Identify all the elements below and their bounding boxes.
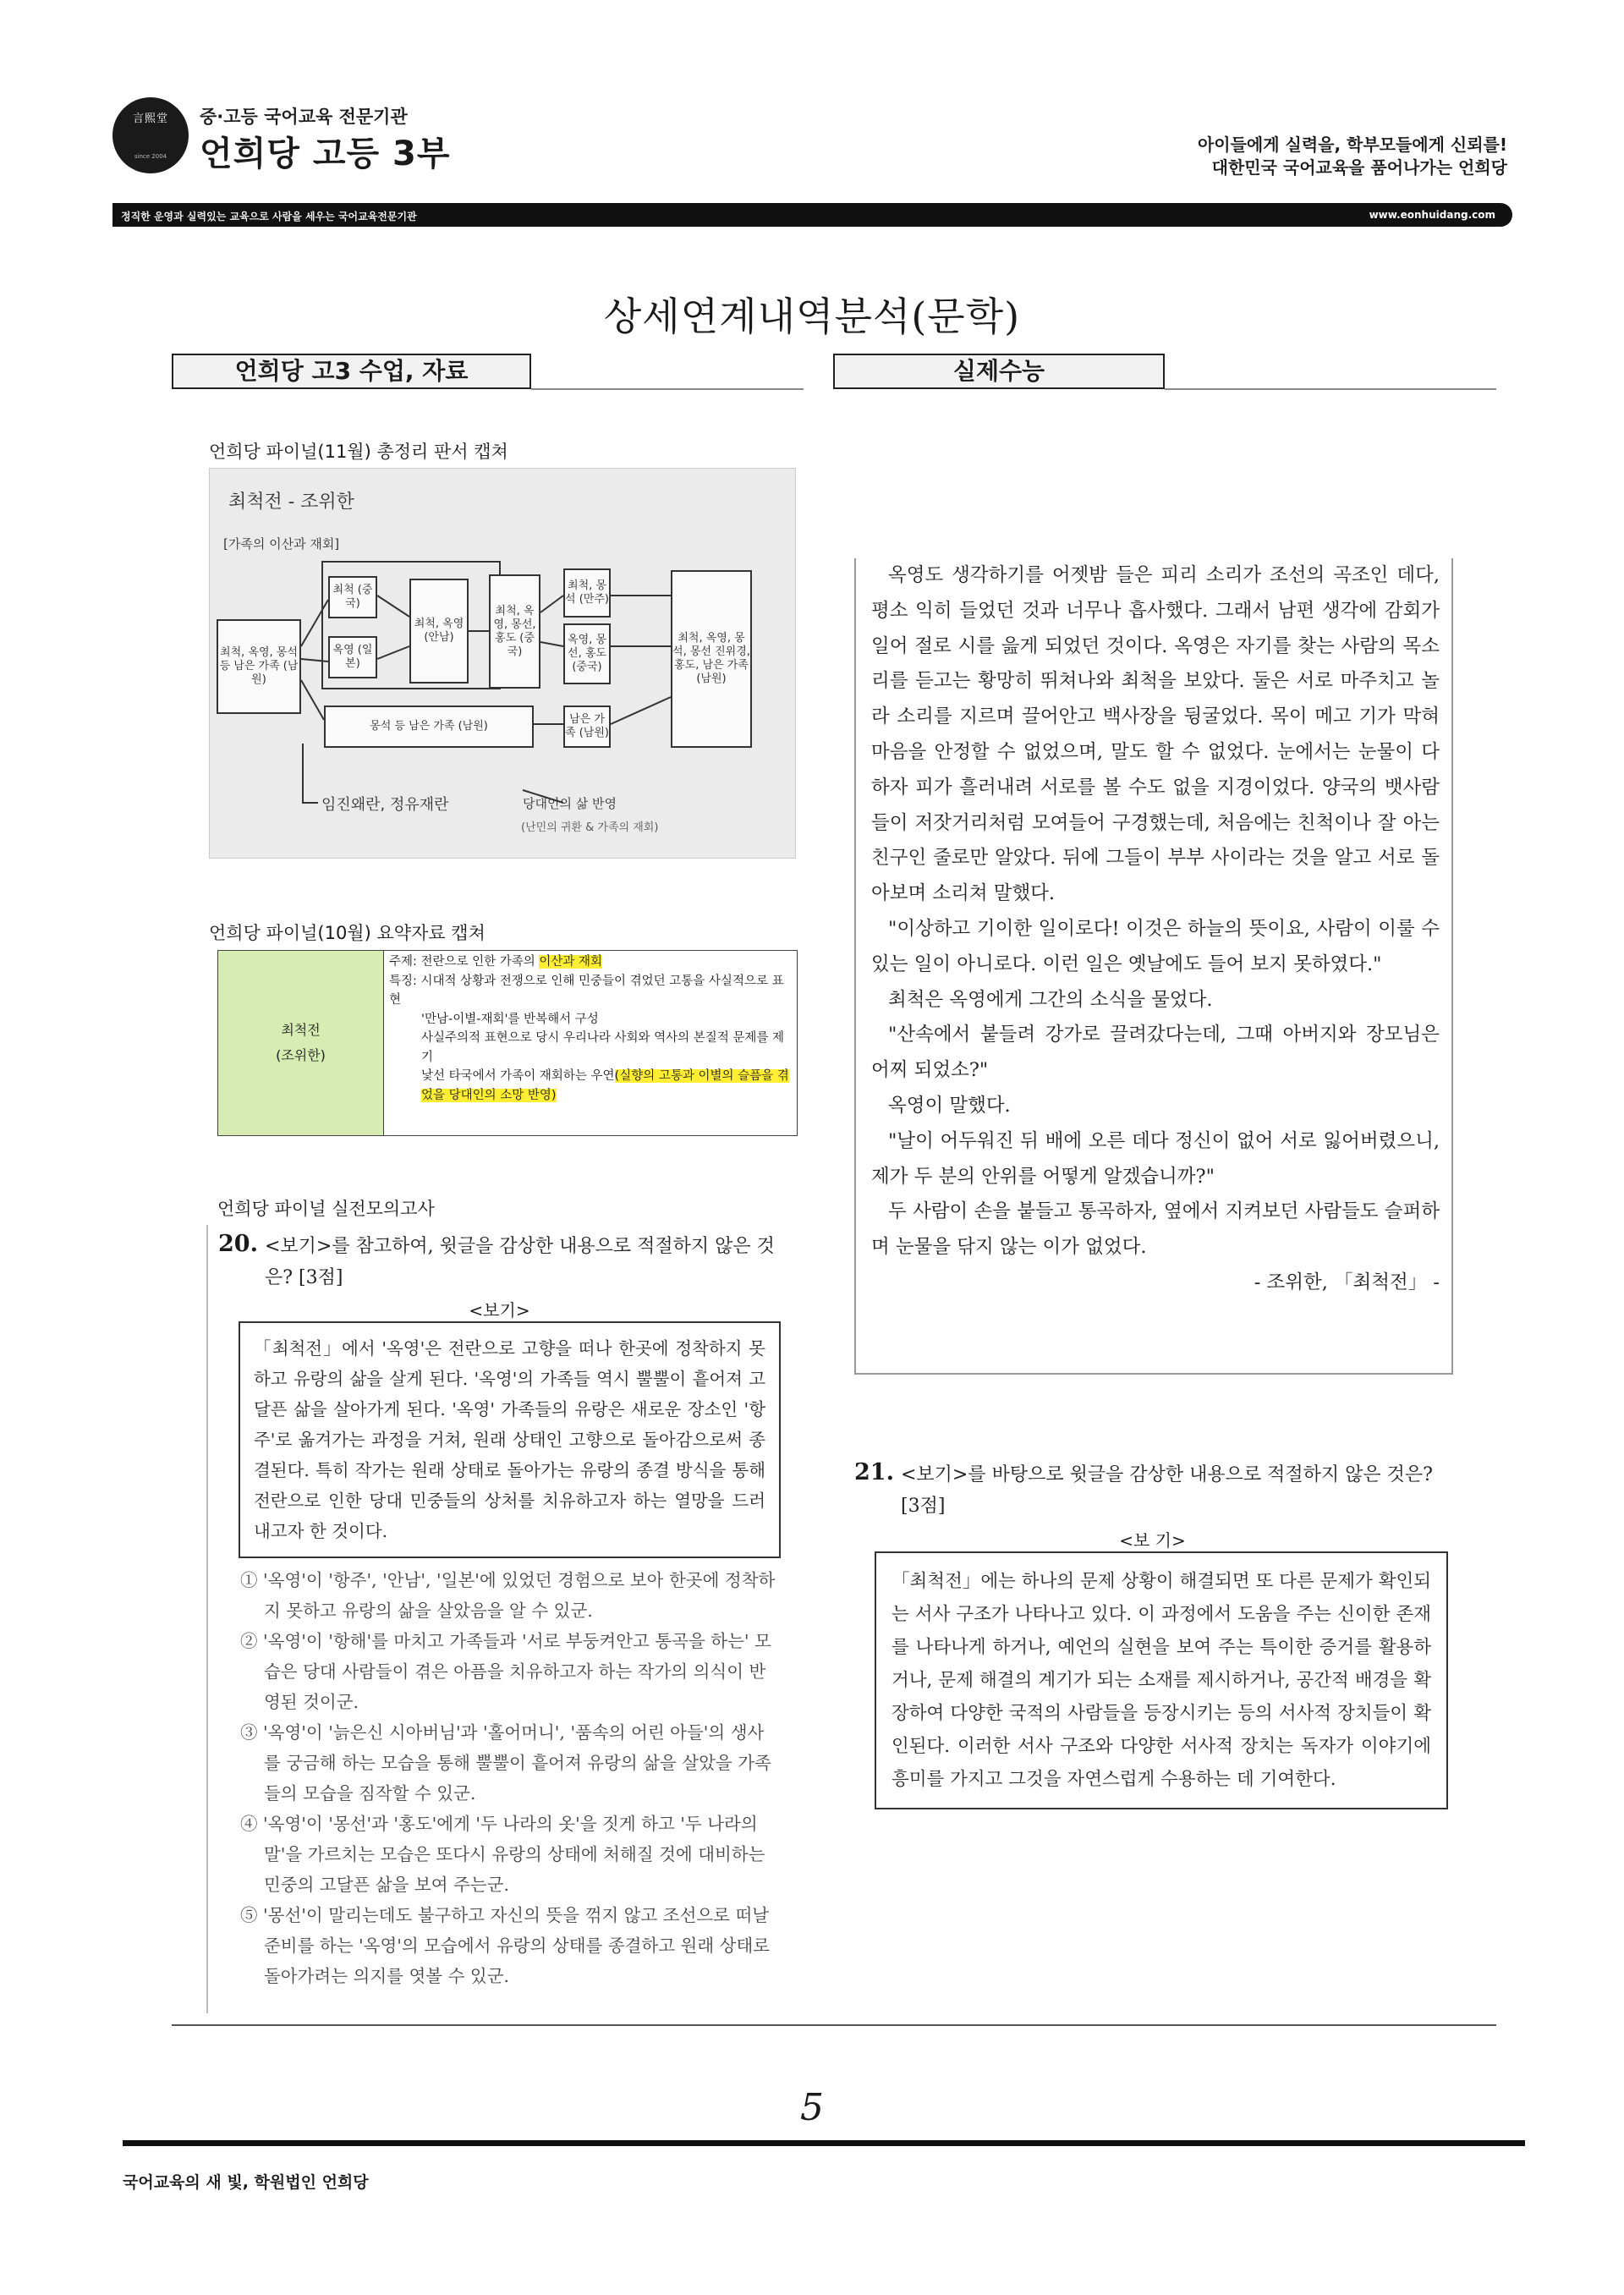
node-manchu: 최척, 몽석 (만주) [563,568,611,618]
q21-number: 21. [854,1459,894,1485]
passage-box [854,558,1453,1375]
q20-number: 20. [218,1231,258,1257]
node-china-reunion: 최척, 옥영, 몽선, 홍도 (중국) [489,574,540,689]
arrow-start-namwon [301,680,324,720]
summary-content-cell [384,951,798,1136]
passage-paragraph-2: "이상하고 기이한 일이로다! 이것은 하늘의 뜻이요, 사람이 이룰 수 있는 일이 아니로다. 이런 일은 옛날에도 들어 보지 못하였다." [871,917,1440,975]
footer-rule [123,2140,1525,2146]
summary-author: (조위한) [276,1047,326,1063]
node-annam: 최척, 옥영 (안남) [409,579,469,684]
summary-theme-highlight: 이산과 재회 [539,955,603,969]
left-heading-rule [531,388,804,390]
q20-choice-2[interactable]: ② '옥영'이 '항해'를 마치고 가족들과 '서로 부둥켜안고 통곡을 하는' 모습은 당대 사람들이 겪은 아픔을 치유하고자 하는 작가의 의식이 반영된 것이군. [240,1631,771,1712]
summary-work-name: 최척전 [281,1022,321,1038]
board-title: 최척전 - 조위한 [228,491,354,513]
arrow-china-annam [377,596,409,617]
capture1-label: 언희당 파이널(11월) 총정리 판서 캡쳐 [209,442,508,462]
q20-choices [218,1565,781,1991]
header-bar [112,203,1512,227]
q21-bogi-title: <보 기> [1119,1530,1186,1551]
q20-choice-4[interactable]: ④ '옥영'이 '몽선'과 '홍도'에게 '두 나라의 옷'을 짓게 하고 '두 나라의 말'을 가르치는 모습은 또다시 유랑의 상태에 처해질 것에 대비하는 민중의 고달픈 삶을 보여 주는군. [240,1814,765,1895]
board-reflect-sub: (난민의 귀환 & 가족의 재회) [521,821,659,834]
content-bottom-rule [172,2024,1496,2026]
arrow-start-china [301,600,328,646]
org-subtitle: 중·고등 국어교육 전문기관 [200,107,408,127]
question-21 [854,1459,1451,1809]
q20-header [218,1231,781,1293]
summary-feature-2: '만남-이별-재회'를 반복해서 구성 [421,1012,599,1026]
passage-paragraph-3: 최척은 옥영에게 그간의 소식을 물었다. [888,988,1213,1011]
capture2-label: 언희당 파이널(10월) 요약자료 캡쳐 [209,923,486,943]
arrow-japan-annam [377,646,409,659]
arrow-start-japan [301,659,328,662]
q20-bogi-box: 「최척전」에서 '옥영'은 전란으로 고향을 떠나 한곳에 정착하지 못하고 유랑의 삶을 살게 된다. '옥영'의 가족들 역시 뿔뿔이 흩어져 고달픈 삶을 살아가게 된다. '옥영' 가족들의 유랑은 새로운 장소인 '항주'로 옮겨가는 과정을 거쳐, 원래 상태인 고향으로 돌아감으로써 종결된다. 특히 작가는 원래 상태로 돌아가는 유랑의 종결 방식을 통해 전란으로 인한 당대 민중들의 상처를 치유하고자 하는 열망을 드러내고자 한 것이다. [239,1321,781,1558]
passage-paragraph-1: 옥영도 생각하기를 어젯밤 들은 피리 소리가 조선의 곡조인 데다, 평소 익히 들었던 것과 너무나 흡사했다. 그래서 남편 생각에 감회가 일어 절로 시를 읊게 되었던 것이다. 옥영은 자기를 찾는 사람의 목소리를 듣고는 황망히 뛰쳐나와 최척을 보았다. 둘은 서로 마주치고 놀라 소리를 지르며 끌어안고 백사장을 뒹굴었다. 목이 메고 기가 막혀 마음을 안정할 수 없었으며, 말도 할 수 없었다. 눈에서는 눈물이 다하자 피가 흘러내려 서로를 볼 수도 없을 지경이었다. 양국의 뱃사람들이 저잣거리처럼 모여들어 구경했는데, 처음에는 친척이나 잘 아는 친구인 줄로만 알았다. 뒤에 그들이 부부 사이라는 것을 알고 서로 돌아보며 소리쳐 말했다. [871,564,1440,905]
board-capture-image [209,468,796,859]
passage-paragraph-6: "날이 어두워진 뒤 배에 오른 데다 정신이 없어 서로 잃어버렸으니, 제가 두 분의 안위를 어떻게 알겠습니까?" [871,1129,1440,1188]
node-start: 최척, 옥영, 몽석 등 남은 가족 (남원) [217,619,301,714]
header-bar-motto: 정직한 운영과 실력있는 교육으로 사람을 세우는 국어교육전문기관 [121,211,417,222]
board-war-note: 임진왜란, 정유재란 [321,796,449,814]
board-subtitle: [가족의 이산과 재회] [223,536,340,552]
summary-work-cell [218,951,384,1136]
passage-paragraph-4: "산속에서 붙들려 강가로 끌려갔다는데, 그때 아버지와 장모님은 어찌 되었소?" [871,1024,1440,1082]
org-title: 언희당 고등 3부 [200,135,451,173]
slogan-line-1: 아이들에게 실력을, 학부모들에게 신뢰를! [1197,135,1507,155]
page-number: 5 [800,2086,824,2129]
passage-paragraph-5: 옥영이 말했다. [888,1094,1011,1117]
node-china2: 옥영, 몽선, 홍도 (중국) [563,623,611,684]
academy-logo [112,97,189,173]
summary-theme [389,953,792,972]
node-final: 최척, 옥영, 몽석, 몽선 진위경, 홍도, 남은 가족 (남원) [671,570,752,748]
slogan-line-2: 대한민국 국어교육을 품어나가는 언희당 [1211,157,1507,178]
q21-header [854,1459,1451,1522]
node-choi-china: 최척 (중국) [328,576,377,618]
summary-feature-4 [389,1067,792,1105]
right-heading-rule [1165,388,1496,390]
left-margin-rule [206,1225,208,2013]
slogan [1198,134,1507,179]
summary-feature-4-highlight: (실향의 고통과 이별의 슬픔을 겪었을 당대인의 소망 반영) [421,1069,789,1102]
node-namwon-family: 몽석 등 남은 가족 (남원) [324,706,534,748]
question-20 [218,1231,781,1991]
q21-bogi-box: 「최척전」에는 하나의 문제 상황이 해결되면 또 다른 문제가 확인되는 서사 구조가 나타나고 있다. 이 과정에서 도움을 주는 신이한 존재를 나타나게 하거나, 예언의 실현을 보여 주는 특이한 증거를 활용하거나, 문제 해결의 계기가 되는 소재를 제시하거나, 공간적 배경을 확장하여 다양한 국적의 사람들을 등장시키는 등의 서사적 장치들이 확인된다. 이러한 서사 구조와 다양한 서사적 장치는 독자가 이야기에 흥미를 가지고 그것을 자연스럽게 수용하는 데 기여한다. [875,1551,1448,1809]
q20-prompt: <보기>를 참고하여, 윗글을 감상한 내용으로 적절하지 않은 것은? [3점] [264,1236,775,1288]
page-title: 상세연계내역분석(문학) [603,294,1021,339]
summary-theme-text: 주제: 전란으로 인한 가족의 [389,955,540,969]
summary-table [217,950,798,1136]
q21-prompt: <보기>를 바탕으로 윗글을 감상한 내용으로 적절하지 않은 것은? [3점] [900,1464,1433,1517]
passage-source: - 조위한, 「최척전」 - [1254,1271,1440,1293]
right-section-heading: 실제수능 [833,354,1165,389]
node-okyoung-japan: 옥영 (일본) [328,636,377,678]
logo-since: since 2004 [134,153,167,160]
passage-paragraph-7: 두 사람이 손을 붙들고 통곡하자, 옆에서 지켜보던 사람들도 슬퍼하며 눈물을 닦지 않는 이가 없었다. [871,1200,1440,1259]
q20-choice-1[interactable]: ① '옥영'이 '항주', '안남', '일본'에 있었던 경험으로 보아 한곳에 정착하지 못하고 유랑의 삶을 살았음을 알 수 있군. [240,1570,776,1621]
arrow-china-manchu [540,596,563,612]
q20-bogi-title: <보기> [469,1300,530,1320]
q20-choice-3[interactable]: ③ '옥영'이 '늙은신 시아버님'과 '홀어머니', '품속의 어린 아들'의 생사를 궁금해 하는 모습을 통해 뿔뿔이 흩어져 유랑의 삶을 살았을 가족들의 모습을 짐작할 수 있군. [240,1722,771,1804]
logo-text: 言熙堂 [132,113,168,125]
footer-text: 국어교육의 새 빛, 학원법인 언희당 [123,2173,369,2192]
arrow-left-final [611,697,671,724]
arrow-china-china2 [540,642,563,646]
war-bracket [303,744,318,803]
website-link[interactable]: www.eonhuidang.com [1369,209,1495,221]
summary-feature-4-text: 낯선 타국에서 가족이 재회하는 우연 [421,1069,615,1083]
summary-feature-1: 특징: 시대적 상황과 전쟁으로 인해 민중들이 겪었던 고통을 사실적으로 표현 [389,974,784,1007]
mock-exam-label: 언희당 파이널 실전모의고사 [217,1199,435,1219]
left-section-heading: 언희당 고3 수업, 자료 [172,354,531,389]
board-reflect-note: 당대인의 삶 반영 [523,796,617,811]
summary-feature-3: 사실주의적 표현으로 당시 우리나라 사회와 역사의 본질적 문제를 제기 [421,1031,785,1064]
node-namwon-left: 남은 가족 (남원) [563,706,611,748]
q20-choice-5[interactable]: ⑤ '몽선'이 말리는데도 불구하고 자신의 뜻을 꺾지 않고 조선으로 떠날 준비를 하는 '옥영'의 모습에서 유랑의 상태를 종결하고 원래 상태로 돌아가려는 의지를 엿볼 수 있군. [240,1905,771,1986]
